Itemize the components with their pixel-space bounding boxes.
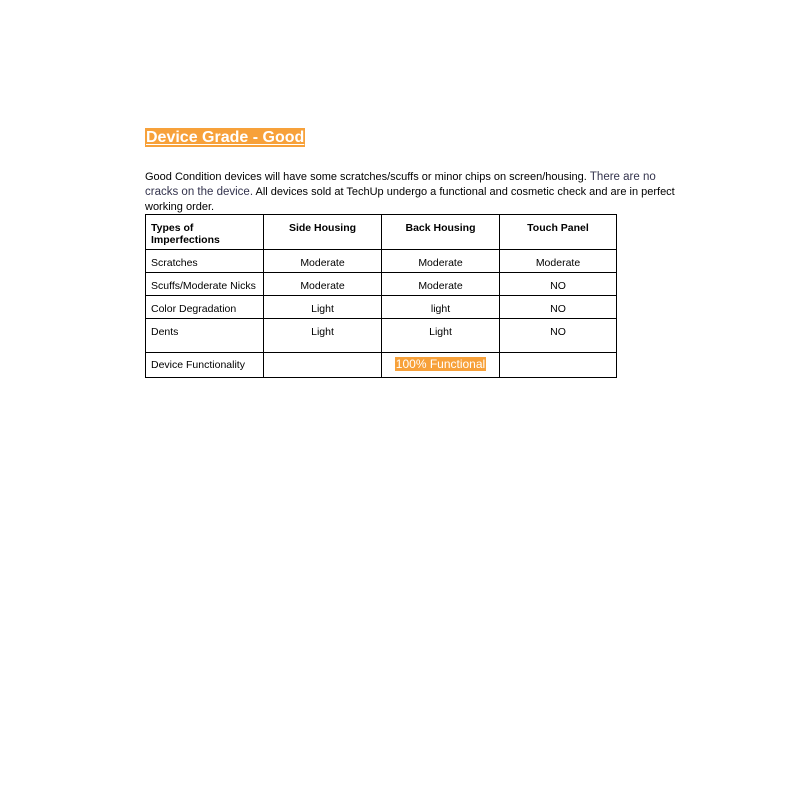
table-row	[146, 250, 617, 273]
cell-back: Moderate	[382, 250, 500, 273]
document-body	[145, 128, 690, 215]
row-label: Color Degradation	[146, 296, 264, 319]
intro-text-1: Good Condition devices will have some scratches/scuffs or minor chips on screen/housing.	[145, 171, 590, 183]
cell-touch: NO	[500, 319, 617, 353]
cell-back: Light	[382, 319, 500, 353]
cell-side: Moderate	[264, 273, 382, 296]
cell-touch: NO	[500, 296, 617, 319]
header-side-housing: Side Housing	[264, 215, 382, 250]
table-row	[146, 319, 617, 353]
functionality-value-cell	[382, 353, 500, 378]
intro-text-2: There are no cracks on the device.	[145, 171, 656, 198]
table-row	[146, 273, 617, 296]
intro-text-3: All devices sold at TechUp undergo a functional and cosmetic check and are in perfect working order.	[145, 186, 675, 213]
cell-side: Light	[264, 296, 382, 319]
functional-badge: 100% Functional	[395, 357, 486, 371]
functionality-label: Device Functionality	[146, 353, 264, 378]
table-row	[146, 296, 617, 319]
intro-paragraph	[145, 170, 685, 215]
cell-touch: Moderate	[500, 250, 617, 273]
header-types: Types of Imperfections	[146, 215, 264, 250]
functionality-empty-touch	[500, 353, 617, 378]
page-title: Device Grade - Good	[146, 129, 305, 146]
table-header-row	[146, 215, 617, 250]
row-label: Dents	[146, 319, 264, 353]
imperfections-table	[145, 214, 617, 378]
functionality-row	[146, 353, 617, 378]
cell-touch: NO	[500, 273, 617, 296]
cell-back: light	[382, 296, 500, 319]
functionality-empty-side	[264, 353, 382, 378]
row-label: Scratches	[146, 250, 264, 273]
header-touch-panel: Touch Panel	[500, 215, 617, 250]
cell-back: Moderate	[382, 273, 500, 296]
cell-side: Light	[264, 319, 382, 353]
row-label: Scuffs/Moderate Nicks	[146, 273, 264, 296]
header-back-housing: Back Housing	[382, 215, 500, 250]
cell-side: Moderate	[264, 250, 382, 273]
